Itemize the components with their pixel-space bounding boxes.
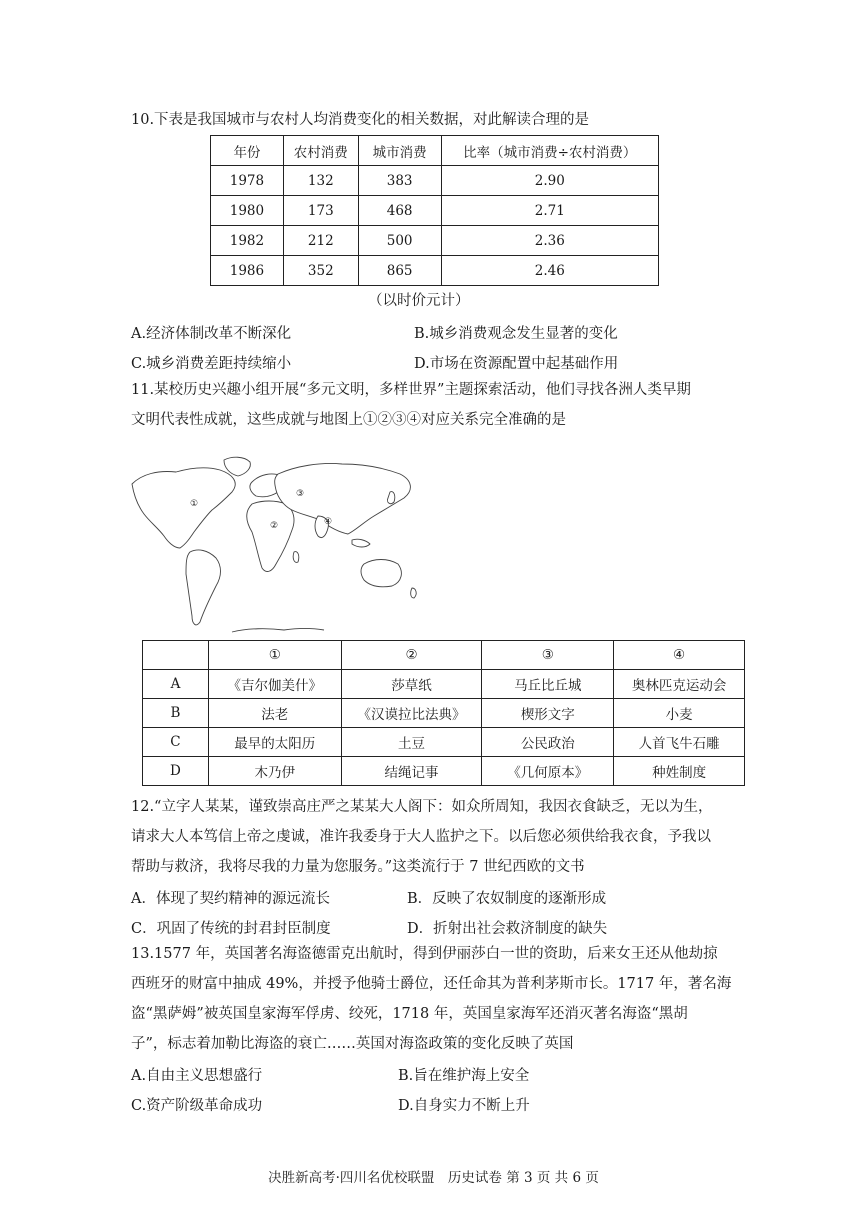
table-row xyxy=(211,166,659,196)
table-cell: 1978 xyxy=(211,166,284,196)
q13-stem-line2: 西班牙的财富中抽成 49%，并授予他骑士爵位，还任命其为普利茅斯市长。1717 年，著名海 xyxy=(131,976,732,992)
table-row xyxy=(211,196,659,226)
table-cell: 楔形文字 xyxy=(482,699,614,728)
q13-option-d[interactable]: D.自身实力不断上升 xyxy=(398,1098,530,1114)
table-row[interactable] xyxy=(143,728,745,757)
q10-option-c[interactable]: C.城乡消费差距持续缩小 xyxy=(131,356,292,372)
table-cell: 173 xyxy=(283,196,358,226)
table-cell: 结绳记事 xyxy=(341,757,482,786)
map-marker-4: ④ xyxy=(324,517,333,527)
table-cell: 土豆 xyxy=(341,728,482,757)
map-marker-3: ③ xyxy=(296,489,305,499)
q13-stem-line3: 盗“黑萨姆”被英国皇家海军俘虏、绞死，1718 年，英国皇家海军还消灭著名海盗“黑胡 xyxy=(131,1006,688,1022)
q10-option-a[interactable]: A.经济体制改革不断深化 xyxy=(131,326,292,342)
header-cell xyxy=(143,641,209,670)
q10-option-d[interactable]: D.市场在资源配置中起基础作用 xyxy=(414,356,619,372)
header-cell: ④ xyxy=(614,641,745,670)
table-cell: 383 xyxy=(358,166,441,196)
q13-option-b[interactable]: B.旨在维护海上安全 xyxy=(398,1068,530,1084)
table-row[interactable] xyxy=(143,670,745,699)
q10-option-b[interactable]: B.城乡消费观念发生显著的变化 xyxy=(414,326,618,342)
table-cell: 种姓制度 xyxy=(614,757,745,786)
header-cell: 城市消费 xyxy=(358,136,441,166)
option-letter-cell[interactable]: B xyxy=(143,699,209,728)
table-header-row xyxy=(143,641,745,670)
q10-table xyxy=(210,135,659,286)
q10-stem: 10.下表是我国城市与农村人均消费变化的相关数据，对此解读合理的是 xyxy=(131,112,590,128)
table-cell: 468 xyxy=(358,196,441,226)
africa-outline xyxy=(247,501,294,571)
q13-option-c[interactable]: C.资产阶级革命成功 xyxy=(131,1098,263,1114)
option-letter-cell[interactable]: D xyxy=(143,757,209,786)
table-header-row xyxy=(211,136,659,166)
header-cell: 比率（城市消费÷农村消费） xyxy=(441,136,658,166)
table-cell: 1986 xyxy=(211,256,284,286)
q13-option-a[interactable]: A.自由主义思想盛行 xyxy=(131,1068,263,1084)
map-marker-1: ① xyxy=(190,499,199,509)
q13-stem-line1: 13.1577 年，英国著名海盗德雷克出航时，得到伊丽莎白一世的资助，后来女王还从他劫掠 xyxy=(131,946,718,962)
q10-table-note: （以时价元计） xyxy=(368,293,470,309)
table-cell: 马丘比丘城 xyxy=(482,670,614,699)
table-cell: 2.71 xyxy=(441,196,658,226)
table-cell: 法老 xyxy=(208,699,341,728)
table-cell: 《几何原本》 xyxy=(482,757,614,786)
table-cell: 《吉尔伽美什》 xyxy=(208,670,341,699)
q12-stem-line2: 请求大人本笃信上帝之虔诚，准许我委身于大人监护之下。以后您必须供给我衣食，予我以 xyxy=(131,829,711,845)
table-row xyxy=(211,256,659,286)
option-letter-cell[interactable]: C xyxy=(143,728,209,757)
header-cell: ② xyxy=(341,641,482,670)
q12-stem-line1: 12.“立字人某某，谨致崇高庄严之某某大人阁下：如众所周知，我因衣食缺乏，无以为生， xyxy=(131,799,713,815)
table-cell: 最早的太阳历 xyxy=(208,728,341,757)
q12-option-a[interactable]: A．体现了契约精神的源远流长 xyxy=(131,891,330,907)
table-cell: 2.46 xyxy=(441,256,658,286)
page-footer: 决胜新高考·四川名优校联盟 历史试卷 第 3 页 共 6 页 xyxy=(268,1170,599,1186)
table-cell: 500 xyxy=(358,226,441,256)
table-row[interactable] xyxy=(143,699,745,728)
table-row[interactable] xyxy=(143,757,745,786)
q13-stem-line4: 子”，标志着加勒比海盗的衰亡……英国对海盗政策的变化反映了英国 xyxy=(131,1036,574,1052)
q11-stem-line1: 11.某校历史兴趣小组开展“多元文明，多样世界”主题探索活动，他们寻找各洲人类早期 xyxy=(131,382,691,398)
table-row xyxy=(211,226,659,256)
table-cell: 《汉谟拉比法典》 xyxy=(341,699,482,728)
world-map xyxy=(128,452,430,636)
map-marker-2: ② xyxy=(270,521,279,531)
antarctica-outline xyxy=(232,629,324,633)
q12-stem-line3: 帮助与救济，我将尽我的力量为您服务。”这类流行于 7 世纪西欧的文书 xyxy=(131,859,585,875)
table-cell: 奥林匹克运动会 xyxy=(614,670,745,699)
table-cell: 1982 xyxy=(211,226,284,256)
header-cell: 年份 xyxy=(211,136,284,166)
table-cell: 莎草纸 xyxy=(341,670,482,699)
q12-option-b[interactable]: B．反映了农奴制度的逐渐形成 xyxy=(407,891,607,907)
table-cell: 212 xyxy=(283,226,358,256)
table-cell: 865 xyxy=(358,256,441,286)
header-cell: ① xyxy=(208,641,341,670)
table-cell: 352 xyxy=(283,256,358,286)
table-cell: 1980 xyxy=(211,196,284,226)
table-cell: 132 xyxy=(283,166,358,196)
australia-outline xyxy=(361,560,401,587)
q11-table xyxy=(142,640,745,786)
header-cell: 农村消费 xyxy=(283,136,358,166)
q11-stem-line2: 文明代表性成就，这些成就与地图上①②③④对应关系完全准确的是 xyxy=(131,412,566,428)
south-america-outline xyxy=(186,550,221,625)
table-cell: 2.36 xyxy=(441,226,658,256)
madagascar-outline xyxy=(293,552,299,563)
table-cell: 木乃伊 xyxy=(208,757,341,786)
q12-option-d[interactable]: D．折射出社会救济制度的缺失 xyxy=(407,921,608,937)
new-zealand-outline xyxy=(411,588,416,598)
se-asia-islands-outline xyxy=(352,539,370,547)
table-cell: 小麦 xyxy=(614,699,745,728)
table-cell: 人首飞牛石雕 xyxy=(614,728,745,757)
option-letter-cell[interactable]: A xyxy=(143,670,209,699)
q12-option-c[interactable]: C．巩固了传统的封君封臣制度 xyxy=(131,921,331,937)
header-cell: ③ xyxy=(482,641,614,670)
table-cell: 2.90 xyxy=(441,166,658,196)
table-cell: 公民政治 xyxy=(482,728,614,757)
north-america-outline xyxy=(132,468,235,548)
